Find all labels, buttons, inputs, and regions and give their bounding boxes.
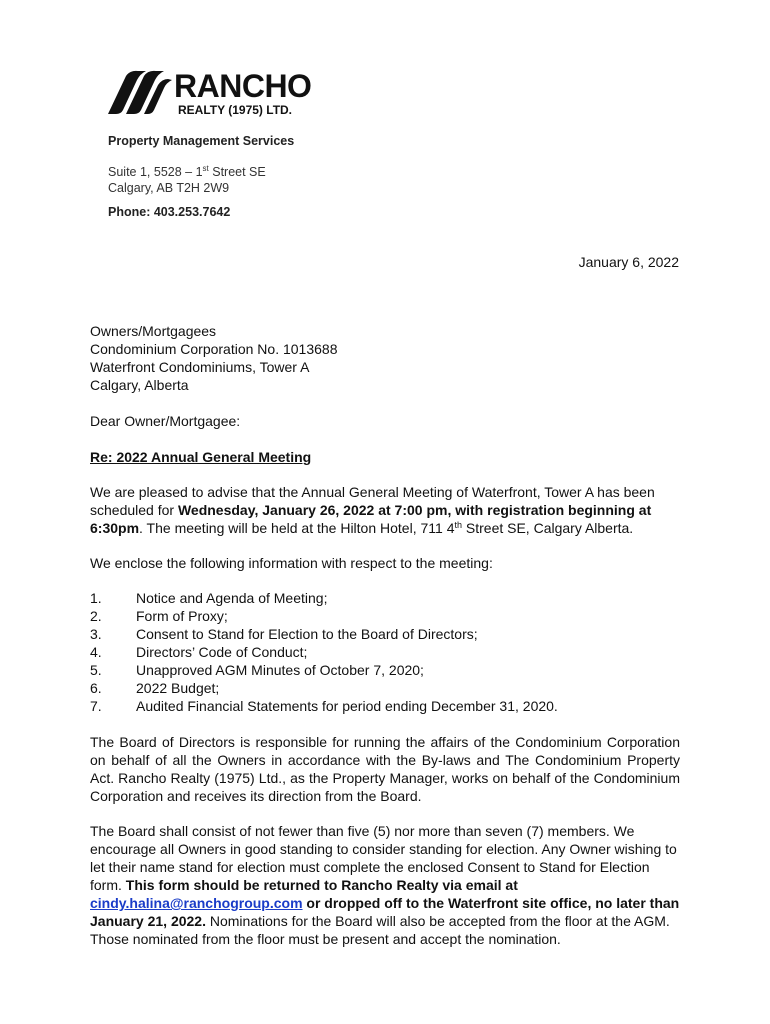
- list-item: 6. 2022 Budget;: [90, 680, 220, 696]
- recipient-line: Waterfront Condominiums, Tower A: [90, 359, 310, 375]
- rancho-logo-icon: [106, 70, 174, 116]
- list-item: 7. Audited Financial Statements for period ending December 31, 2020.: [90, 698, 558, 714]
- paragraph-meeting-details: We are pleased to advise that the Annual General Meeting of Waterfront, Tower A has been scheduled for Wednesday, January 26, 2022 at 7:00 pm, with registration beginning at 6:30pm. The meeting will be held at the Hilton Hotel, 711 4th Street SE, Calgary Alberta.: [90, 484, 655, 536]
- paragraph-board-responsibility: The Board of Directors is responsible for running the affairs of the Condominium Corporation on behalf of all the Owners in accordance with the By-laws and The Condominium Property Act. Rancho Realty (1975) Ltd., as the Property Manager, works on behalf of the Condominium Corporation and receives its direction from the Board.: [90, 734, 680, 804]
- letter-date: January 6, 2022: [578, 254, 679, 270]
- department-name: Property Management Services: [108, 134, 295, 148]
- list-item: 5. Unapproved AGM Minutes of October 7, 2020;: [90, 662, 424, 678]
- list-item: 4. Directors’ Code of Conduct;: [90, 644, 308, 660]
- recipient-line: Calgary, Alberta: [90, 377, 189, 393]
- email-link[interactable]: cindy.halina@ranchogroup.com: [90, 895, 303, 911]
- address-line-2: Calgary, AB T2H 2W9: [108, 181, 230, 195]
- recipient-line: Owners/Mortgagees: [90, 323, 217, 339]
- paragraph-board-election: The Board shall consist of not fewer than five (5) nor more than seven (7) members. We encourage all Owners in good standing to consider standing for election. Any Owner wishing to let their name stand for election must complete the enclosed Consent to Stand for Election form. This form should be returned to Rancho Realty via email at cindy.halina@ranchogroup.com or dropped off to the Waterfront site office, no later than January 21, 2022. Nominations for the Board will also be accepted from the floor at the AGM. Those nominated from the floor must be present and accept the nomination.: [90, 823, 680, 947]
- recipient-address: [90, 322, 680, 394]
- salutation: Dear Owner/Mortgagee:: [90, 413, 241, 429]
- phone-number: Phone: 403.253.7642: [108, 205, 231, 219]
- list-item: 1. Notice and Agenda of Meeting;: [90, 590, 328, 606]
- company-name: RANCHO: [174, 68, 312, 104]
- company-subtitle: REALTY (1975) LTD.: [178, 103, 293, 117]
- address-line-1: Suite 1, 5528 – 1st Street SE: [108, 164, 266, 179]
- list-item: 2. Form of Proxy;: [90, 608, 228, 624]
- list-item: 3. Consent to Stand for Election to the Board of Directors;: [90, 626, 478, 642]
- subject-line: Re: 2022 Annual General Meeting: [90, 449, 312, 465]
- enclosure-list: [90, 589, 690, 715]
- paragraph-enclosures-intro: We enclose the following information with respect to the meeting:: [90, 555, 493, 571]
- recipient-line: Condominium Corporation No. 1013688: [90, 341, 338, 357]
